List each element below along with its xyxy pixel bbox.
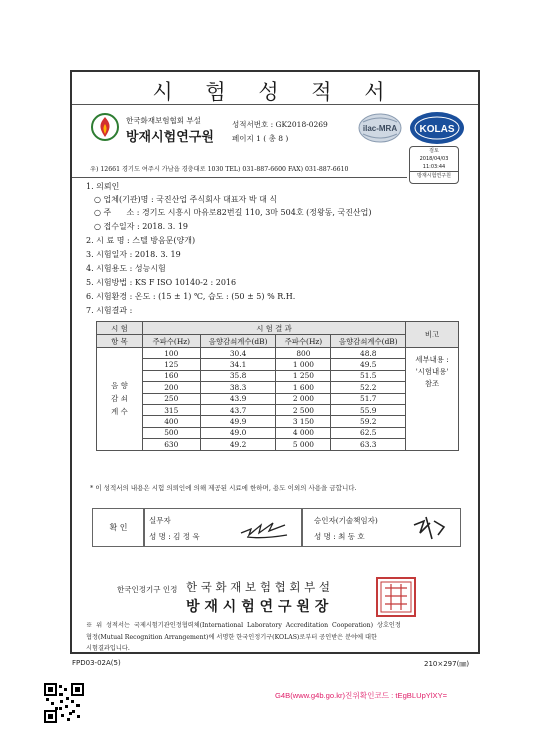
cell-freq-high: 5 000 — [276, 439, 331, 450]
approver-signature-icon — [410, 513, 450, 543]
item-label: 음 향 감 쇠 계 수 — [97, 348, 143, 451]
table-row — [97, 359, 459, 370]
test-method: 5. 시험방법 : KS F ISO 10140-2 : 2016 — [86, 278, 237, 287]
cell-sri-low: 38.3 — [200, 382, 276, 393]
approver-name: 성 명 : 최 동 호 — [314, 532, 365, 541]
table-row — [97, 416, 459, 427]
verification-code: G4B(www.g4b.go.kr)진위확인코드 : tEgBLUpYlXY= — [275, 691, 448, 700]
table-row — [97, 404, 459, 415]
table-row — [97, 370, 459, 381]
cell-sri-high: 51.7 — [331, 393, 406, 404]
test-environment: 6. 시험환경 : 온도 : (15 ± 1) ℃, 습도 : (50 ± 5) % R.H. — [86, 292, 296, 301]
ilac-logo-text: ilac-MRA — [362, 124, 398, 133]
table-row — [97, 382, 459, 393]
institute-name: 방재시험연구원 — [126, 130, 214, 145]
results-table — [96, 321, 459, 451]
cell-sri-low: 43.7 — [200, 404, 276, 415]
cell-sri-high: 51.5 — [331, 370, 406, 381]
cell-freq-low: 630 — [142, 439, 200, 450]
tester-name: 성 명 : 김 정 욱 — [149, 532, 200, 541]
table-row — [97, 393, 459, 404]
cell-freq-high: 4 000 — [276, 427, 331, 438]
qr-code-icon — [44, 683, 84, 723]
cell-freq-low: 125 — [142, 359, 200, 370]
cell-sri-low: 49.2 — [200, 439, 276, 450]
title-divider — [72, 104, 478, 105]
cell-sri-high: 62.5 — [331, 427, 406, 438]
header-sri-2: 음향감쇠계수(dB) — [331, 335, 406, 348]
cell-sri-high: 63.3 — [331, 439, 406, 450]
cell-freq-low: 315 — [142, 404, 200, 415]
page-info: 페이지 1 ( 총 8 ) — [232, 134, 289, 143]
cell-freq-low: 160 — [142, 370, 200, 381]
kolas-logo-text: KOLAS — [419, 124, 455, 135]
cell-sri-low: 35.8 — [200, 370, 276, 381]
cell-sri-high: 55.9 — [331, 404, 406, 415]
note-line-1: ※ 위 성적서는 국제시험기관인정협력체(International Laboratory Accreditation Cooperation) 상호인정 — [86, 622, 401, 629]
header-note: 비고 — [406, 322, 459, 348]
cell-freq-low: 100 — [142, 348, 200, 359]
sample-name: 2. 시 료 명 : 스텔 방음문(양개) — [86, 236, 196, 245]
stamp-date: 2018/04/03 — [419, 156, 449, 162]
header-item: 시 험 — [97, 322, 143, 335]
table-row — [97, 439, 459, 450]
association-name: 한 국 화 재 보 험 협 회 부 설 — [186, 580, 330, 594]
cert-no: GK2018-0269 — [275, 120, 328, 129]
director-title: 방 재 시 험 연 구 원 장 — [186, 599, 329, 615]
kolas-logo-icon — [408, 110, 466, 146]
approver-title: 승인자(기술책임자) — [314, 516, 378, 525]
client-company: ○ 업체(기관)명 : 국진산업 주식회사 대표자 박 대 식 — [94, 195, 278, 204]
note-cell: 세부내용 : '시험내용' 참조 — [406, 348, 459, 451]
note-line-3: 시험결과입니다. — [86, 645, 130, 652]
institute-logo-icon — [90, 112, 120, 142]
client-address: ○ 주 소 : 경기도 시흥시 마유로82번길 110, 3마 504호 (정왕동, 국진산업) — [94, 208, 372, 217]
paper-size: 210×297(㎜) — [424, 660, 470, 668]
cell-freq-high: 2 500 — [276, 404, 331, 415]
table-row — [97, 348, 459, 359]
tester-box — [143, 508, 303, 547]
header-result: 시 험 결 과 — [142, 322, 405, 335]
cell-freq-low: 250 — [142, 393, 200, 404]
approver-box — [301, 508, 461, 547]
confirm-label: 확 인 — [109, 523, 128, 532]
cell-sri-high: 49.5 — [331, 359, 406, 370]
header-freq-1: 주파수(Hz) — [142, 335, 200, 348]
document-title: 시 험 성 적 서 — [152, 80, 398, 104]
cell-sri-high: 52.2 — [331, 382, 406, 393]
cell-freq-low: 500 — [142, 427, 200, 438]
cell-freq-high: 800 — [276, 348, 331, 359]
disclaimer: * 이 성적서의 내용은 시험 의뢰인에 의해 제공된 시료에 한하며, 용도 이외의 사용을 금합니다. — [90, 484, 357, 492]
confirm-label-box — [92, 508, 145, 547]
test-date: 3. 시험일자 : 2018. 3. 19 — [86, 250, 181, 259]
test-purpose: 4. 시험용도 : 성능시험 — [86, 264, 166, 273]
cell-sri-low: 49.9 — [200, 416, 276, 427]
institute-address: 우) 12661 경기도 여주시 가남읍 경충대로 1030 TEL) 031-887-6600 FAX) 031-887-6610 — [90, 166, 349, 173]
cell-freq-low: 200 — [142, 382, 200, 393]
form-code: FPD03-02A(5) — [72, 659, 121, 667]
tester-title: 실무자 — [149, 516, 171, 525]
table-row — [97, 427, 459, 438]
cell-sri-high: 59.2 — [331, 416, 406, 427]
cell-freq-high: 1 000 — [276, 359, 331, 370]
cell-freq-high: 3 150 — [276, 416, 331, 427]
cell-freq-high: 2 000 — [276, 393, 331, 404]
cell-freq-high: 1 250 — [276, 370, 331, 381]
received-date: ○ 접수일자 : 2018. 3. 19 — [94, 222, 189, 231]
accreditation-note — [86, 620, 401, 655]
stamp-time: 11:03:44 — [422, 164, 446, 170]
client-heading: 1. 의뢰인 — [86, 182, 120, 191]
header-divider — [72, 177, 407, 178]
cell-sri-high: 48.8 — [331, 348, 406, 359]
tester-signature-icon — [239, 515, 291, 541]
cell-sri-low: 43.9 — [200, 393, 276, 404]
cert-no-label: 성적서번호 : — [232, 120, 276, 129]
cell-sri-low: 34.1 — [200, 359, 276, 370]
header-sri-1: 음향감쇠계수(dB) — [200, 335, 276, 348]
note-line-2: 협정(Mutual Recognition Arrangement)에 서명한 한국인정기구(KOLAS)로부터 공인받은 분야에 대한 — [86, 633, 377, 641]
cell-freq-low: 400 — [142, 416, 200, 427]
institute-sub: 한국화재보험협회 부설 — [126, 116, 201, 125]
kolas-accredited-label: 한국인정기구 인정 — [117, 585, 178, 594]
cell-sri-low: 30.4 — [200, 348, 276, 359]
stamp-bottom: 방재시험연구원 — [410, 171, 458, 180]
cell-freq-high: 1 600 — [276, 382, 331, 393]
cell-sri-low: 49.0 — [200, 427, 276, 438]
header-freq-2: 주파수(Hz) — [276, 335, 331, 348]
official-seal-icon — [375, 576, 417, 618]
header-item-2: 항 목 — [97, 335, 143, 348]
results-heading: 7. 시험결과 : — [86, 306, 133, 315]
ilac-mra-logo-icon — [357, 112, 403, 144]
stamp-top: 검토 — [429, 148, 439, 154]
review-stamp — [409, 146, 459, 184]
